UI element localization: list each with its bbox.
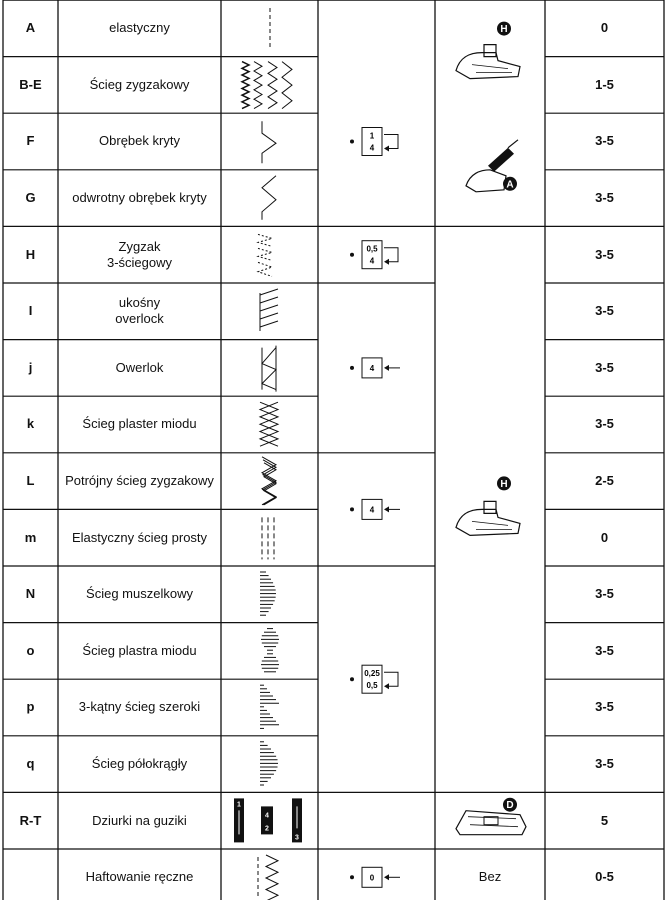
svg-text:2: 2 bbox=[265, 825, 269, 833]
stitch-name: Potrójny ścieg zygzakowy bbox=[65, 473, 214, 489]
stitch-code: p bbox=[26, 699, 35, 715]
stitch-code: H bbox=[25, 246, 36, 262]
stitch-name: ukośny overlock bbox=[115, 295, 164, 327]
wide-triangle-stitch-icon bbox=[260, 685, 279, 728]
zigzag-stitch-icon bbox=[242, 62, 292, 109]
stitch-width: 3-5 bbox=[595, 190, 614, 206]
stitch-code: R-T bbox=[19, 812, 42, 828]
stitch-width: 3-5 bbox=[595, 699, 614, 715]
blind-hem-foot-icon bbox=[466, 140, 518, 192]
length-value: 0,5 bbox=[366, 681, 378, 691]
stitch-name: Owerlok bbox=[115, 359, 164, 375]
stitch-width: 3-5 bbox=[595, 133, 614, 149]
stitch-code: k bbox=[26, 416, 35, 432]
stitch-name: odwrotny obrębek kryty bbox=[72, 190, 207, 206]
stitch-name: Elastyczny ścieg prosty bbox=[71, 529, 208, 545]
stitch-width: 3-5 bbox=[595, 359, 614, 375]
svg-text:3: 3 bbox=[295, 834, 299, 842]
stitch-length-indicator bbox=[350, 665, 398, 693]
slant-overlock-stitch-icon bbox=[260, 289, 278, 331]
length-value: 4 bbox=[369, 505, 375, 515]
foot-badge: D bbox=[506, 800, 514, 812]
triple-zigzag-stitch-icon bbox=[262, 457, 276, 505]
stitch-code bbox=[3, 849, 58, 906]
half-round-stitch-icon bbox=[260, 742, 278, 785]
honeycomb-stitch-icon bbox=[260, 402, 278, 446]
stitch-width: 3-5 bbox=[595, 303, 614, 319]
stitch-width: 3-5 bbox=[595, 416, 614, 432]
triple-straight-stitch-icon bbox=[262, 517, 274, 559]
length-value: 4 bbox=[369, 143, 375, 153]
stitch-width: 3-5 bbox=[595, 246, 614, 262]
stitch-name: Dziurki na guziki bbox=[92, 812, 187, 828]
stitch-name: elastyczny bbox=[109, 20, 170, 36]
stitch-width: 0-5 bbox=[595, 869, 614, 885]
stitch-name: Haftowanie ręczne bbox=[85, 869, 194, 885]
stitch-code: A bbox=[25, 20, 36, 36]
stitch-length-indicator bbox=[350, 358, 400, 378]
no-foot-label: Bez bbox=[478, 869, 502, 885]
zigzag-foot-icon bbox=[456, 476, 520, 535]
stitch-code: L bbox=[26, 473, 35, 489]
shell-stitch-icon bbox=[260, 572, 276, 615]
stitch-code: q bbox=[26, 756, 35, 772]
honeycomb-satin-stitch-icon bbox=[261, 629, 279, 672]
zigzag-foot-icon bbox=[456, 22, 520, 79]
blind-hem-stitch-icon bbox=[262, 121, 276, 163]
stitch-width: 3-5 bbox=[595, 756, 614, 772]
buttonhole-steps-icon bbox=[234, 798, 302, 842]
foot-badge: H bbox=[500, 478, 508, 490]
stitch-code: N bbox=[25, 586, 36, 602]
stitch-width: 0 bbox=[600, 20, 609, 36]
length-value: 0,25 bbox=[364, 669, 380, 679]
free-motion-stitch-icon bbox=[258, 855, 278, 900]
overlock-stitch-icon bbox=[262, 346, 276, 392]
length-value: 0,5 bbox=[366, 244, 378, 254]
three-step-zigzag-stitch-icon bbox=[258, 234, 272, 276]
foot-badge: A bbox=[506, 179, 514, 191]
stitch-code: o bbox=[26, 642, 35, 658]
stitch-name: Ścieg plastra miodu bbox=[82, 642, 197, 658]
stitch-width: 0 bbox=[600, 529, 609, 545]
length-value: 4 bbox=[369, 256, 375, 266]
svg-text:4: 4 bbox=[265, 812, 269, 820]
stitch-code: m bbox=[24, 529, 37, 545]
stitch-name: Ścieg półokrągły bbox=[91, 756, 188, 772]
stitch-name: Ścieg zygzakowy bbox=[89, 76, 190, 92]
stitch-name: Obrębek kryty bbox=[99, 133, 180, 149]
stitch-length-indicator bbox=[350, 499, 400, 519]
length-value: 4 bbox=[369, 363, 375, 373]
stitch-width: 5 bbox=[600, 812, 609, 828]
stitch-name: Ścieg muszelkowy bbox=[86, 586, 193, 602]
buttonhole-foot-icon bbox=[456, 798, 526, 835]
stitch-name: 3-kątny ścieg szeroki bbox=[78, 699, 201, 715]
stitch-code: G bbox=[25, 190, 36, 206]
stitch-name: Zygzak 3-ściegowy bbox=[106, 238, 173, 270]
stitch-width: 1-5 bbox=[595, 76, 614, 92]
stitch-width: 2-5 bbox=[595, 473, 614, 489]
stitch-name: Ścieg plaster miodu bbox=[82, 416, 197, 432]
stitch-code: F bbox=[26, 133, 35, 149]
stitch-code: B-E bbox=[19, 76, 42, 92]
stitch-width: 3-5 bbox=[595, 586, 614, 602]
reverse-blind-hem-stitch-icon bbox=[262, 176, 276, 220]
stitch-length-indicator bbox=[350, 128, 398, 156]
foot-badge: H bbox=[500, 24, 508, 36]
svg-text:1: 1 bbox=[237, 801, 241, 809]
stitch-length-indicator bbox=[350, 867, 400, 887]
stitch-width: 3-5 bbox=[595, 642, 614, 658]
stitch-code: I bbox=[28, 303, 33, 319]
length-value: 1 bbox=[369, 131, 375, 141]
length-value: 0 bbox=[369, 873, 375, 883]
stitch-code: j bbox=[28, 359, 33, 375]
stitch-length-indicator bbox=[350, 241, 398, 269]
